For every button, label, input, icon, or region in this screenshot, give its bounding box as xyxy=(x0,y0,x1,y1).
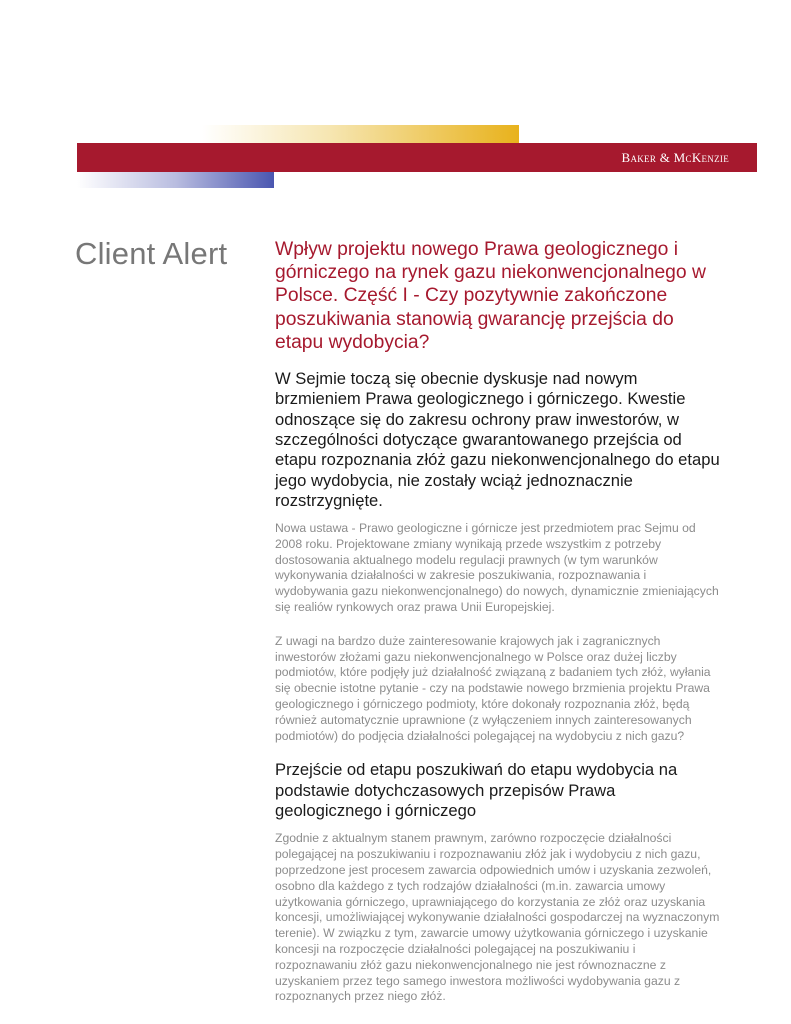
paragraph-3: Zgodnie z aktualnym stanem prawnym, zarówno rozpoczęcie działalności polegającej na poszukiwaniu i rozpoznawaniu złóż jak i wydobyciu z nich gazu, poprzedzone jest procesem zawarcia odpowiednich umów i uzyskania zezwoleń, osobno dla każdego z tych rodzajów działalności (m.in. zawarcia umowy użytkowania górniczego, uprawniającego do korzystania ze złóż oraz uzyskania koncesji, umożliwiającej wykonywanie działalności gospodarczej na wyznaczonym terenie). W związku z tym, zawarcie umowy użytkowania górniczego i uzyskanie koncesji na rozpoczęcie działalności polegającej na poszukiwaniu i rozpoznawaniu złóż gazu niekonwencjonalnego nie jest równoznaczne z uzyskaniem przez tego samego inwestora możliwości wydobywania gazu z rozpoznanych przez niego złóż. xyxy=(275,831,720,1004)
brand-logo: Baker & McKenzie xyxy=(621,150,729,165)
client-alert-heading: Client Alert xyxy=(75,236,228,271)
section-heading: Przejście od etapu poszukiwań do etapu wydobycia na podstawie dotychczasowych przepisów Prawa geologicznego i górniczego xyxy=(275,760,678,821)
paragraph-1: Nowa ustawa - Prawo geologiczne i górnicze jest przedmiotem prac Sejmu od 2008 roku. Projektowane zmiany wynikają przede wszystkim z potrzeby dostosowania aktualnego modelu regulacji prawnych (w tym warunków wykonywania działalności w zakresie poszukiwania, rozpoznawania i wydobywania gazu niekonwencjonalnego) do nowych, dynamicznie zmieniających się realiów rynkowych oraz prawa Unii Europejskiej. xyxy=(275,521,719,615)
header-red-band xyxy=(77,143,757,172)
paragraph-2: Z uwagi na bardzo duże zainteresowanie krajowych jak i zagranicznych inwestorów złożami gazu niekonwencjonalnego w Polsce oraz dużej liczby podmiotów, które podjęły już działalność związaną z badaniem tych złóż, wyłania się obecnie istotne pytanie - czy na podstawie nowego brzmienia projektu Prawa geologicznego i górniczego podmioty, które dokonały rozpoznania złóż, będą również automatycznie uprawnione (z wyłączeniem innych zainteresowanych podmiotów) do podjęcia działalności polegającej na wydobyciu z nich gazu? xyxy=(275,633,711,743)
header-blue-stripe xyxy=(77,172,274,188)
article-title: Wpływ projektu nowego Prawa geologicznego i górniczego na rynek gazu niekonwencjonalnego w Polsce. Część I - Czy pozytywnie zakończone poszukiwania stanowią gwarancję przejścia do etapu wydobycia? xyxy=(275,239,706,353)
article-body xyxy=(275,238,720,1005)
header-gold-stripe xyxy=(202,125,519,143)
article-lead: W Sejmie toczą się obecnie dyskusje nad nowym brzmieniem Prawa geologicznego i górniczego. Kwestie odnoszące się do zakresu ochrony praw inwestorów, w szczególności dotyczące gwarantowanego przejścia od etapu rozpoznania złóż gazu niekonwencjonalnego do etapu jego wydobycia, nie zostały wciąż jednoznacznie rozstrzygnięte. xyxy=(275,369,720,510)
